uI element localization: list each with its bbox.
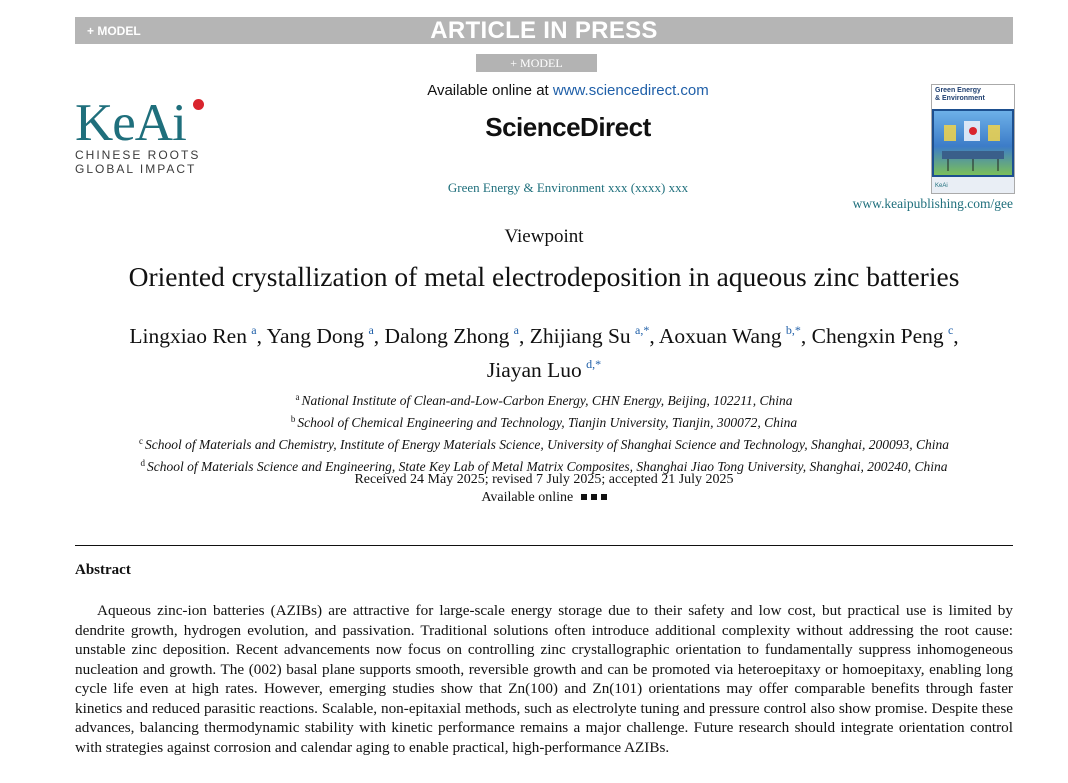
placeholder-square-icon — [601, 494, 607, 500]
author-affil-mark[interactable]: a — [368, 323, 374, 337]
journal-url-link[interactable]: www.keaipublishing.com/gee — [852, 196, 1013, 211]
author-name[interactable]: Aoxuan Wang — [658, 324, 782, 348]
cover-title: Green Energy & Environment — [932, 85, 1014, 109]
author-list: Lingxiao Ren $^a$, Yang Dong $^a$, Dalong Zhong $^a$, Zhijiang Su $^{a,*}$, Aoxuan Wang $^{b,*}$, Chengxin Peng $^c$, Jiayan Luo $^{d,*}$ — [129, 323, 959, 382]
affiliation-text: School of Materials Science and Engineering, State Key Lab of Metal Matrix Composites, Shanghai Jiao Tong University, Shanghai, 200240, China — [147, 459, 948, 474]
author-affil-mark[interactable]: a — [251, 323, 257, 337]
keai-logo — [75, 94, 210, 176]
author-name[interactable]: Chengxin Peng — [811, 324, 944, 348]
author-affil-mark[interactable]: a — [513, 323, 519, 337]
article-title: Oriented crystallization of metal electrodeposition in aqueous zinc batteries — [128, 261, 960, 292]
author-affil-mark[interactable]: d,* — [586, 357, 602, 371]
author-affil-mark[interactable]: a,* — [635, 323, 650, 337]
author-name[interactable]: Yang Dong — [266, 324, 365, 348]
section-divider — [75, 545, 1013, 546]
article-dates — [75, 471, 1013, 507]
affiliation-text: School of Chemical Engineering and Technology, Tianjin University, Tianjin, 300072, China — [297, 415, 798, 430]
author-name[interactable]: Dalong Zhong — [384, 324, 510, 348]
affiliation-item — [75, 388, 1013, 410]
affiliation-mark: a — [295, 392, 300, 402]
article-type: Viewpoint — [504, 226, 584, 247]
keai-tagline-1: CHINESE ROOTS — [75, 148, 201, 162]
model-label: + MODEL — [87, 24, 141, 38]
affiliation-mark: d — [140, 458, 146, 468]
cover-footer — [932, 177, 1014, 193]
available-online-line — [75, 489, 1013, 507]
model-tag: + MODEL — [476, 54, 597, 72]
journal-reference: Green Energy & Environment xxx (xxxx) xxx — [447, 180, 689, 195]
keai-wordmark: KeAi — [75, 98, 210, 148]
availability-prefix: Available online at — [427, 82, 553, 99]
article-history: Received 24 May 2025; revised 7 July 2025; accepted 21 July 2025 — [354, 472, 734, 487]
affiliation-text: School of Materials and Chemistry, Institute of Energy Materials Science, University of Shanghai Science and Technology, Shanghai, 200093, China — [144, 437, 950, 452]
author-name[interactable]: Lingxiao Ren — [129, 324, 247, 348]
abstract-heading: Abstract — [75, 562, 131, 578]
journal-cover-image — [931, 84, 1015, 194]
affiliation-list — [75, 388, 1013, 476]
cover-publisher-mark: KeAi — [935, 183, 948, 189]
placeholder-square-icon — [581, 494, 587, 500]
abstract-text: Aqueous zinc-ion batteries (AZIBs) are attractive for large-scale energy storage due to their safety and low cost, but practical use is limited by dendrite growth, hydrogen evolution, and passivation. Traditional solutions often introduce additional complexity without addressing the root cause: unstable zinc deposition. Recent advancements now focus on controlling zinc crystallographic orientation to fundamentally suppress inhomogeneous nucleation and growth. The (002) basal plane supports smooth, reversible growth and can be promoted via heteroepitaxy or homoepitaxy, enabling long cycle life even at high rates. However, emerging studies show that Zn(100) and Zn(101) orientations may offer comparable benefits through faster kinetics and reduced parasitic reactions. Scalable, non-epitaxial methods, such as electrolyte tuning and pressure control also show promise. Despite these advances, balancing thermodynamic stability with kinetic performance remains a major challenge. Future research should integrate orientation control with strategies against corrosion and calendar aging to enable practical, high-performance AZIBs. — [75, 602, 1013, 756]
affiliation-mark: b — [290, 414, 296, 424]
author-affil-mark[interactable]: b,* — [785, 323, 801, 337]
affiliation-text: National Institute of Clean-and-Low-Carbon Energy, CHN Energy, Beijing, 102211, China — [301, 393, 793, 408]
keai-tagline-2: GLOBAL IMPACT — [75, 162, 197, 176]
author-name[interactable]: Zhijiang Su — [529, 324, 631, 348]
placeholder-square-icon — [591, 494, 597, 500]
author-affil-mark[interactable]: c — [947, 323, 954, 337]
affiliation-mark: c — [138, 436, 143, 446]
keai-red-dot-icon — [193, 99, 204, 110]
available-online-label: Available online — [481, 490, 574, 505]
article-in-press-banner — [75, 17, 1013, 44]
banner-title: ARTICLE IN PRESS — [430, 17, 658, 44]
affiliation-item — [75, 432, 1013, 454]
sciencedirect-link[interactable]: www.sciencedirect.com — [552, 82, 709, 99]
cover-artwork — [934, 111, 1012, 175]
sciencedirect-logo: ScienceDirect — [485, 112, 651, 142]
affiliation-item — [75, 410, 1013, 432]
availability-line — [380, 82, 756, 99]
author-name[interactable]: Jiayan Luo — [486, 358, 582, 382]
